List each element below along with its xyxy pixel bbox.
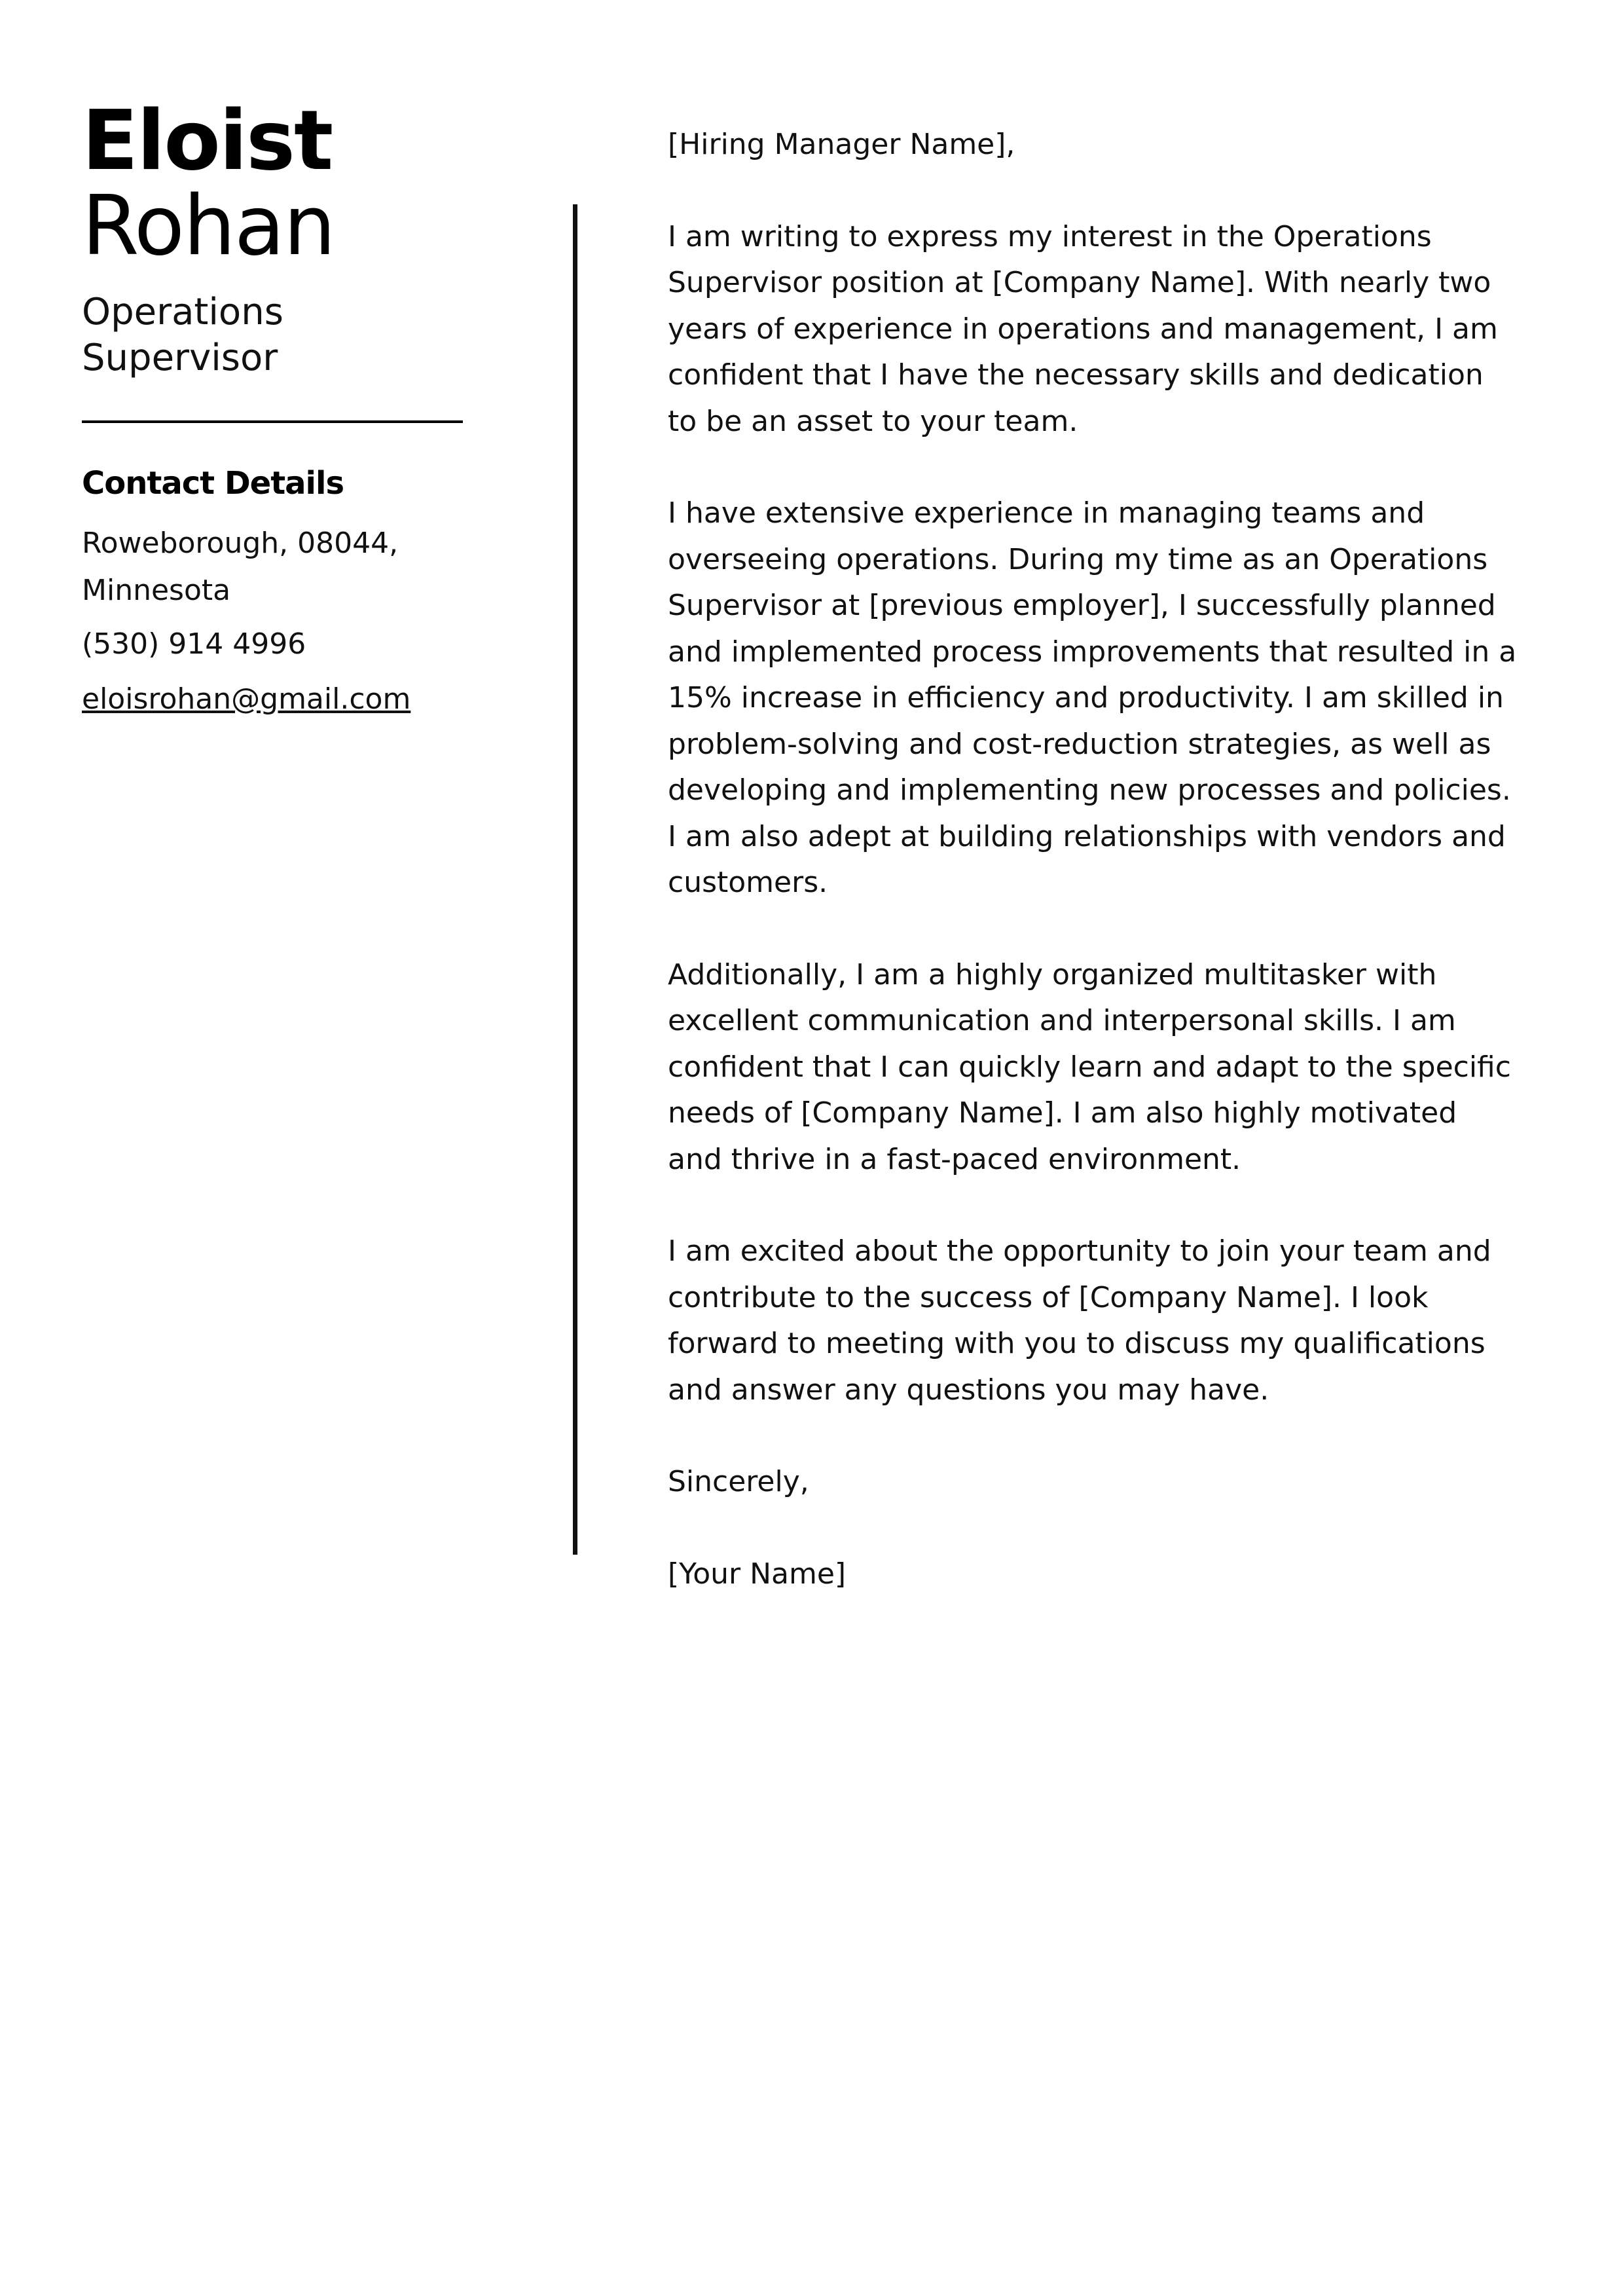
job-title: Operations Supervisor	[82, 291, 283, 379]
contact-address: Roweborough, 08044, Minnesota	[82, 527, 399, 607]
letter-signature: [Your Name]	[668, 1557, 847, 1591]
letter-paragraph: I am writing to express my interest in the Operations Supervisor position at [Company Name]. With nearly two years of experience in operations and management, I am confident that I have the necessary skills and dedication to be an asset to your team.	[668, 219, 1498, 438]
letter-salutation: [Hiring Manager Name],	[668, 128, 1015, 161]
contact-heading: Contact Details	[82, 465, 344, 502]
last-name: Rohan	[82, 177, 335, 274]
letter-paragraph: I am excited about the opportunity to join your team and contribute to the success of [Company Name]. I look forward to meeting with you to discuss my qualifications and answer any questions you may have.	[668, 1234, 1491, 1407]
letter-closing: Sincerely,	[668, 1465, 809, 1498]
letter-paragraph: I have extensive experience in managing teams and overseeing operations. During my time as an Operations Supervisor at [previous employer], I successfully planned and implemented process improvements that resulted in a 15% increase in efficiency and productivity. I am skilled in problem-solving and cost-reduction strategies, as well as developing and implementing new processes and policies. I am also adept at building relationships with vendors and customers.	[668, 496, 1517, 899]
sidebar	[82, 92, 475, 723]
first-name: Eloist	[82, 92, 333, 189]
contact-email-link[interactable]: eloisrohan@gmail.com	[82, 682, 411, 716]
letter-paragraph: Additionally, I am a highly organized multitasker with excellent communication and interpersonal skills. I am confident that I can quickly learn and adapt to the specific needs of [Company Name]. I am also highly motivated and thrive in a fast-paced environment.	[668, 957, 1511, 1176]
vertical-divider	[573, 204, 577, 1555]
sidebar-divider	[82, 420, 463, 423]
letter-body	[668, 122, 1519, 1597]
contact-phone: (530) 914 4996	[82, 627, 306, 661]
